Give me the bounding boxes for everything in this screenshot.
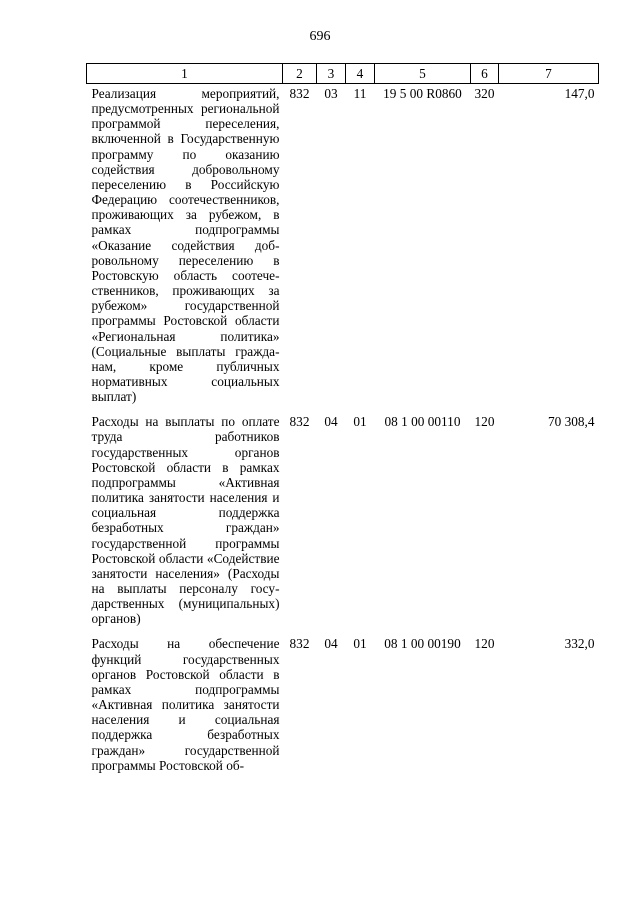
row-expense-type: 120	[474, 414, 495, 430]
row-target-code: 19 5 00 R0860	[383, 86, 462, 101]
row-subsection-code: 01	[353, 636, 367, 652]
row-section-code: 04	[324, 636, 338, 652]
table-row	[87, 84, 599, 413]
column-header-3: 3	[317, 64, 346, 84]
row-section-code: 04	[324, 414, 338, 430]
row-description: Расходы на выплаты по оплате труда работников государственных органов Ростовской области в рамках подпрограммы «Активная политика занятости населения и социальная поддержка безработных граждан» государственной программы Ростовской области «Содействие занятости населения» (Расходы на выплаты персоналу государственных (муниципальных) органов)	[91, 414, 280, 627]
row-amount: 147,0	[564, 86, 595, 101]
budget-table	[86, 63, 599, 781]
row-description: Расходы на обеспечение функций государственных органов Ростовской области в рамках подпрограммы «Активная политика занятости населения и социальная поддержка безработных граждан» государственной программы Ростовской об-	[91, 636, 280, 773]
table-row	[87, 412, 599, 634]
table-header	[87, 64, 599, 84]
row-ministry-code: 832	[289, 636, 310, 652]
row-ministry-code: 832	[289, 86, 310, 101]
column-header-5: 5	[375, 64, 471, 84]
row-ministry-code: 832	[289, 414, 310, 430]
column-header-7: 7	[499, 64, 599, 84]
column-header-2: 2	[283, 64, 317, 84]
row-amount: 70 308,4	[547, 414, 595, 430]
table-row	[87, 634, 599, 780]
column-header-6: 6	[471, 64, 499, 84]
column-header-4: 4	[346, 64, 375, 84]
row-target-code: 08 1 00 00190	[384, 636, 461, 652]
page-number: 696	[309, 29, 331, 44]
row-section-code: 03	[324, 86, 338, 101]
row-subsection-code: 01	[353, 414, 367, 430]
row-amount: 332,0	[564, 636, 595, 652]
row-expense-type: 120	[474, 636, 495, 652]
column-header-1: 1	[87, 64, 283, 84]
row-expense-type: 320	[474, 86, 495, 101]
table-body	[87, 84, 599, 781]
header-row	[87, 64, 599, 84]
row-subsection-code: 11	[353, 86, 367, 101]
row-target-code: 08 1 00 00110	[384, 414, 461, 430]
row-description: Реализация мероприятий, предусмотренных региональной программой переселения, включенной в Государственную программу по оказанию содействия добровольному переселению в Российскую Федерацию соотечественников, проживающих за рубежом, в рамках подпрограммы «Оказание содействия добровольному переселению в Ростовскую область соотечественников, проживающих за рубежом» государственной программы Ростовской области «Региональная политика» (Социальные выплаты гражданам, кроме публичных нормативных социальных выплат)	[91, 86, 280, 405]
